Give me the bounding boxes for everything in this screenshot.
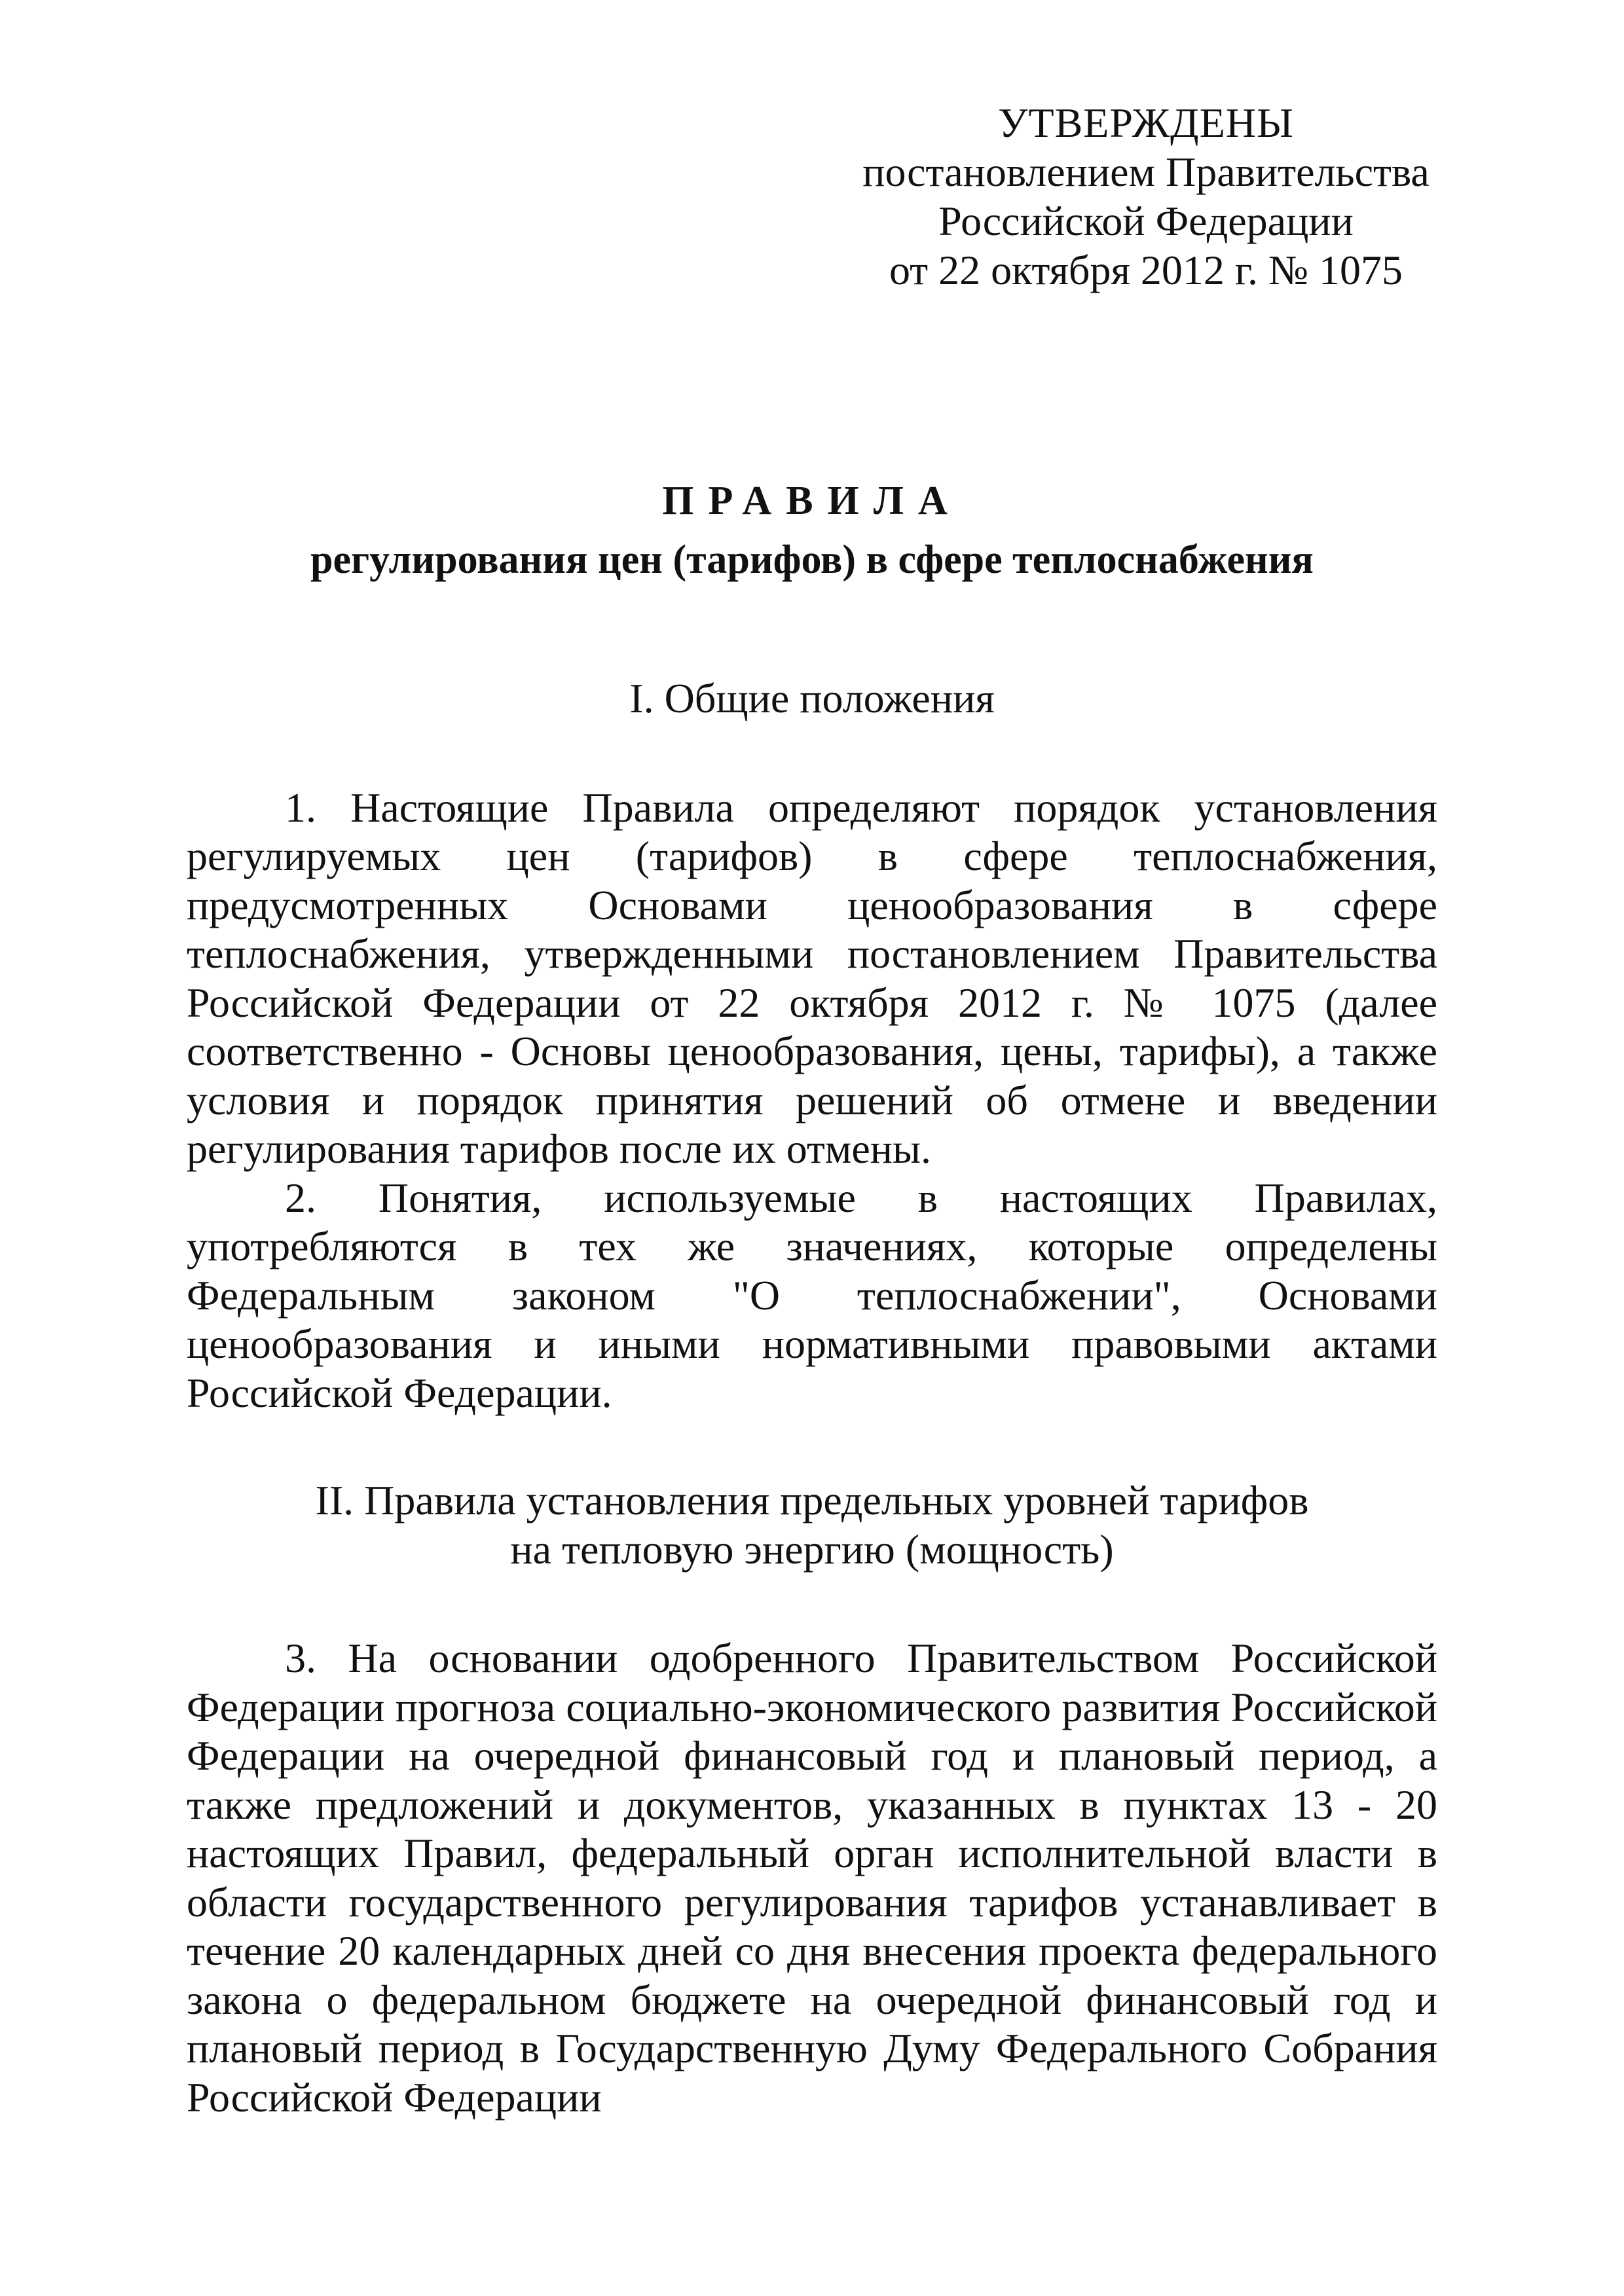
document-title: ПРАВИЛА <box>662 479 962 523</box>
section-heading-line: на тепловую энергию (мощность) <box>510 1525 1114 1573</box>
approval-line-3: от 22 октября 2012 г. № 1075 <box>889 247 1403 293</box>
section-heading-2 <box>187 1476 1437 1574</box>
paragraph-1: 1. Настоящие Правила определяют порядок установления регулируемых цен (тарифов) в сфере теплоснабжения, предусмотренных Основами ценообразования в сфере теплоснабжения, утвержденными постановлением Правительства Российской Федерации от 22 октября 2012 г. № 1075 (далее соответственно - Основы ценообразования, цены, тарифы), а также условия и порядок принятия решений об отмене и введении регулирования тарифов после их отмены. <box>187 784 1437 1172</box>
section-heading-line: I. Общие положения <box>629 675 995 721</box>
document-subtitle: регулирования цен (тарифов) в сфере теплоснабжения <box>310 538 1314 582</box>
section-heading-line: II. Правила установления предельных уровней тарифов <box>315 1477 1309 1523</box>
approval-stamp-block <box>851 98 1441 295</box>
approval-line-2: Российской Федерации <box>938 198 1354 244</box>
approval-line-1: постановлением Правительства <box>862 149 1430 195</box>
approval-title: УТВЕРЖДЕНЫ <box>998 100 1294 146</box>
document-body <box>187 674 1437 2122</box>
paragraph-3: 3. На основании одобренного Правительством Российской Федерации прогноза социально-экономического развития Российской Федерации на очередной финансовый год и плановый период, а также предложений и документов, указанных в пунктах 13 - 20 настоящих Правил, федеральный орган исполнительной власти в области государственного регулирования тарифов устанавливает в течение 20 календарных дней со дня внесения проекта федерального закона о федеральном бюджете на очередной финансовый год и плановый период в Государственную Думу Федерального Собрания Российской Федерации <box>187 1635 1437 2121</box>
section-heading-1 <box>187 674 1437 723</box>
paragraph-2: 2. Понятия, используемые в настоящих Правилах, употребляются в тех же значениях, которые определены Федеральным законом "О теплоснабжении", Основами ценообразования и иными нормативными правовыми актами Российской Федерации. <box>187 1174 1437 1416</box>
